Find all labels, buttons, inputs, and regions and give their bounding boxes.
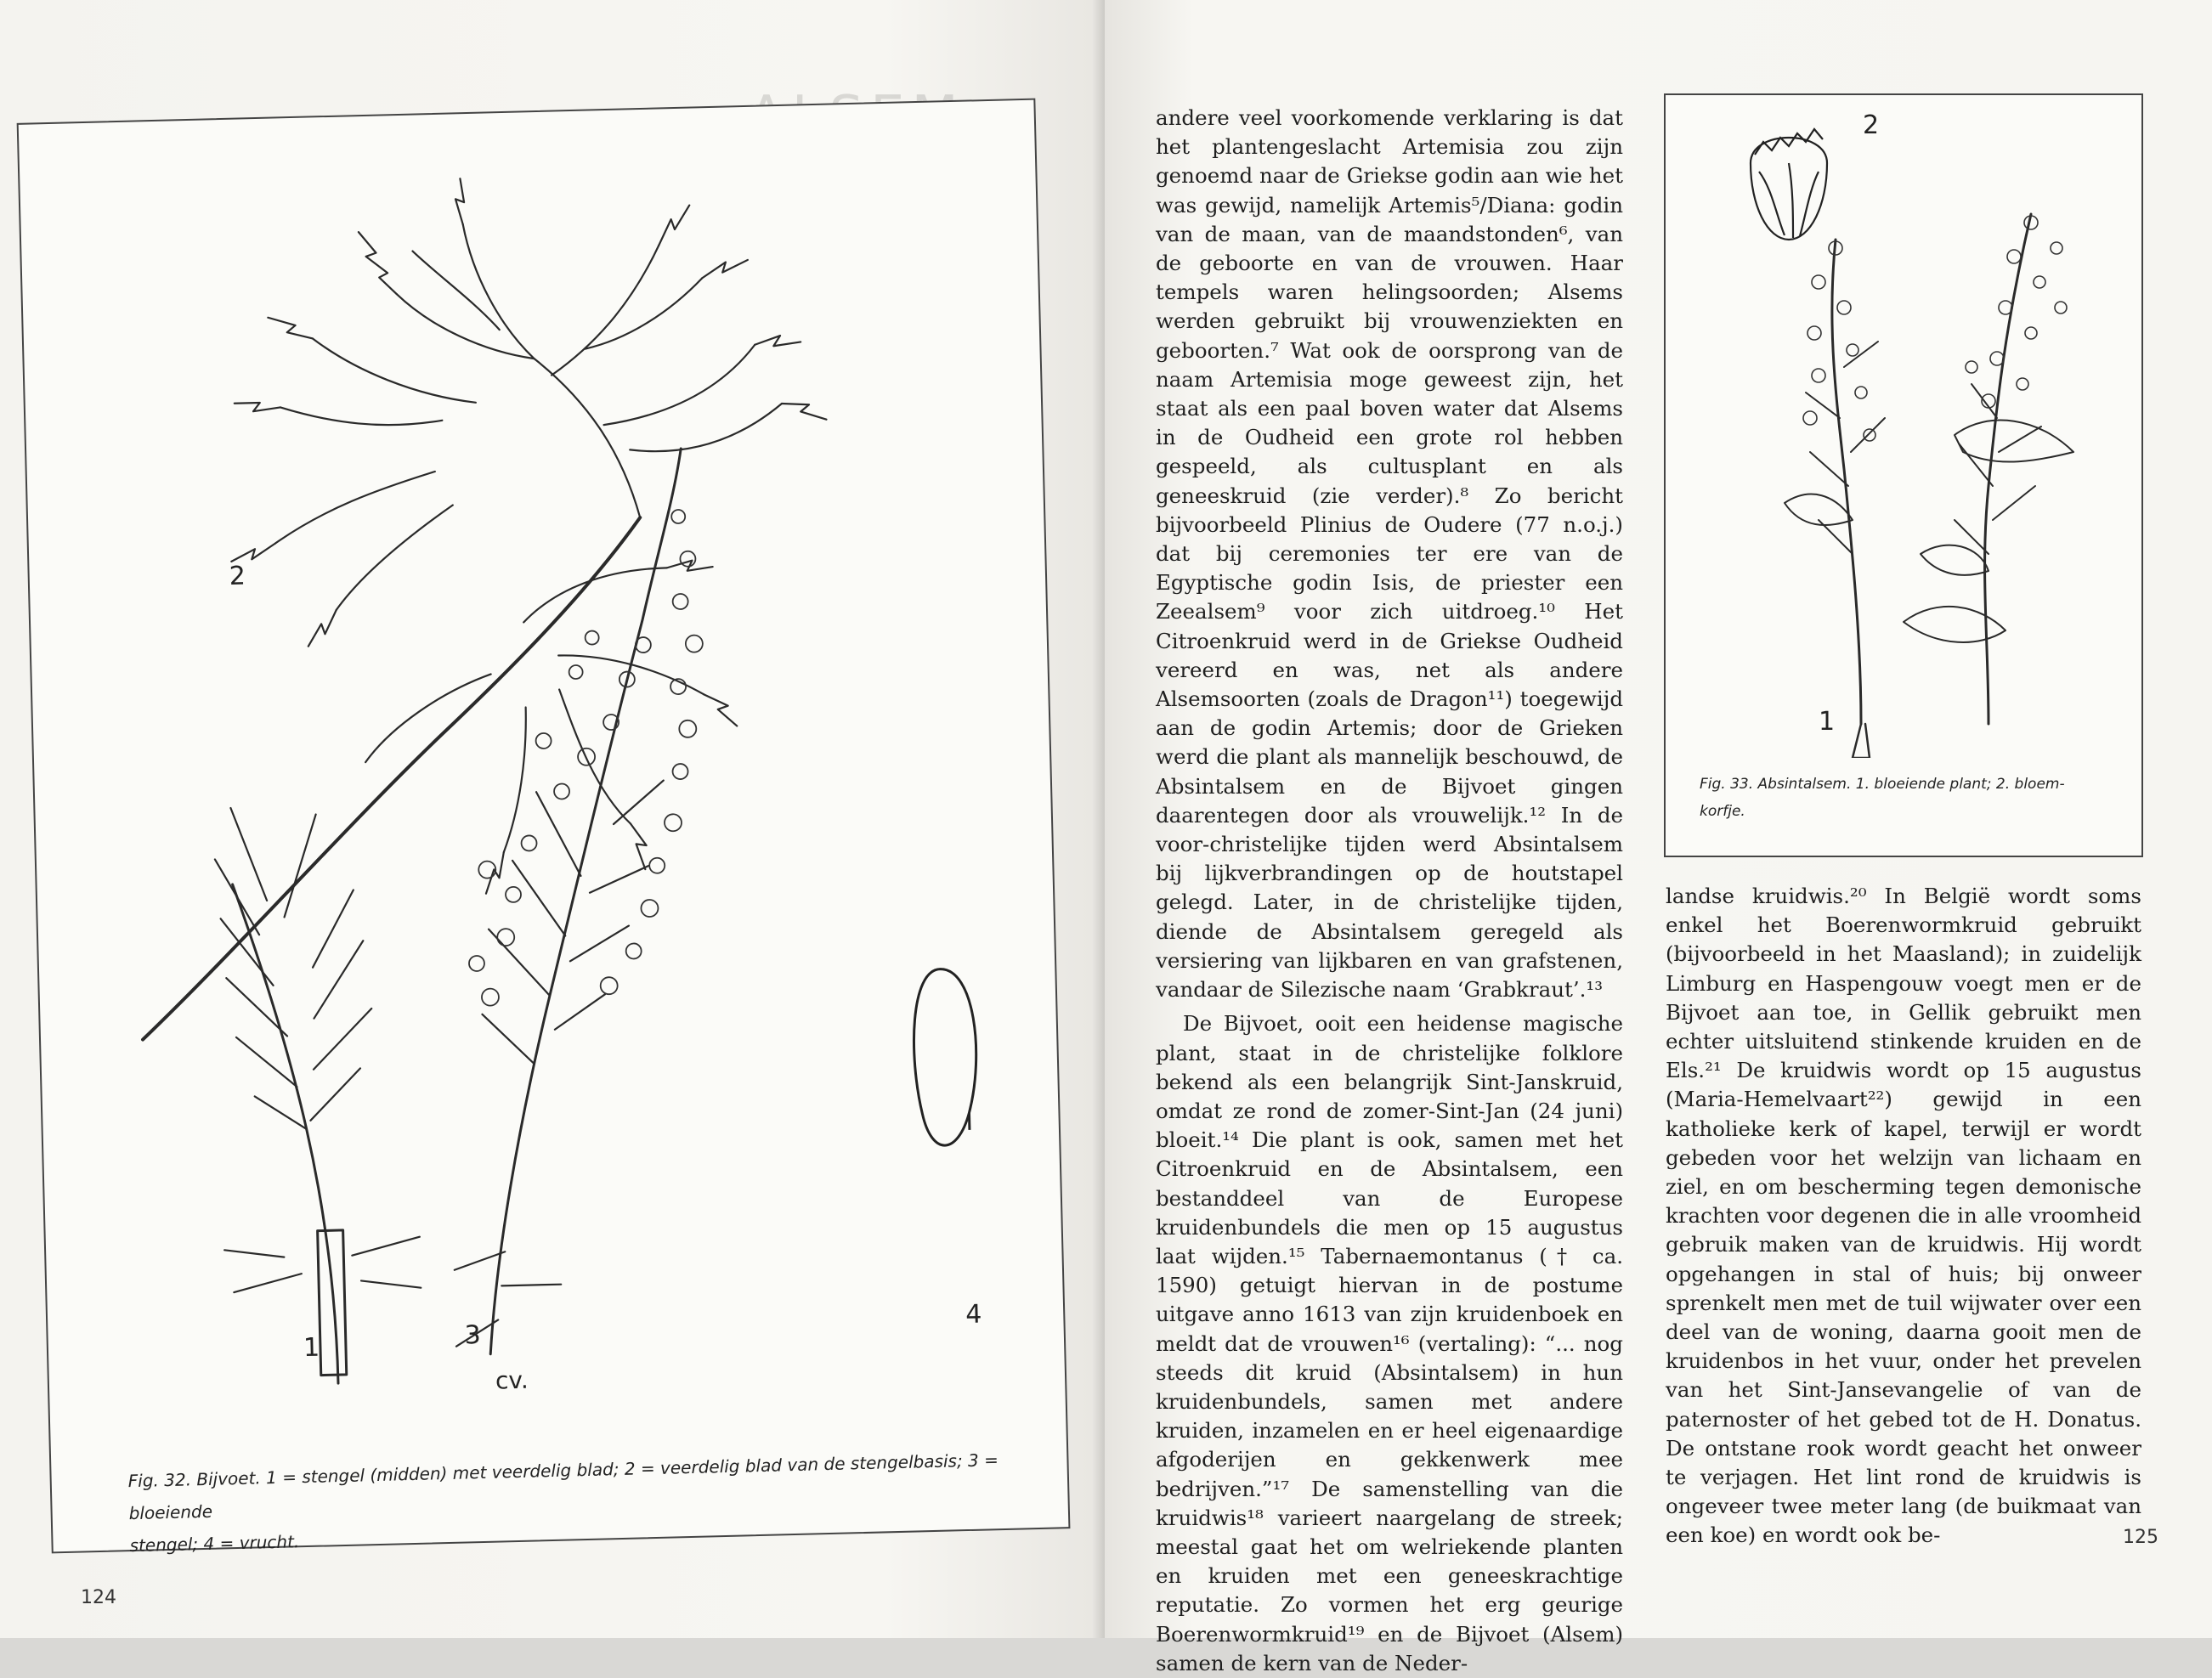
text-column-left [1156,104,1623,1678]
figure-label-2: 2 [1863,110,1880,140]
figure-label-1: 1 [303,1332,320,1364]
caption-line: korfje. [1700,803,1745,820]
page-number-right: 125 [2123,1527,2158,1548]
figure-33 [1664,93,2143,857]
caption-line: stengel; 4 = vrucht. [129,1531,300,1557]
caption-line: Fig. 33. Absintalsem. 1. bloeiende plant; 2. bloem- [1700,776,2065,793]
artist-initials: cv. [495,1365,529,1395]
figure-32-caption [127,1443,1030,1562]
mugwort-illustration [71,135,1019,1415]
wormwood-illustration [1734,112,2090,758]
figure-label-2: 2 [229,561,246,591]
paragraph: landse kruidwis.²⁰ In België wordt soms enkel het Boerenwormkruid gebruikt (bijvoorbeeld in het Maasland); in zuidelijk Limburg en Haspengouw voegt men er de Bijvoet aan toe, in Gellik gebruikt men echter uitsluitend stinkende kruiden en de Els.²¹ De kruidwis wordt op 15 augustus (Maria-Hemelvaart²²) gewijd in een katholieke kerk of kapel, terwijl er wordt gebeden voor het welzijn van lichaam en ziel, en om bescherming tegen demonische krachten voor degenen die in alle vroomheid gebruik maken van de kruidwis. Hij wordt opgehangen in stal of huis; bij onweer sprenkelt men met de tuil wijwater over een deel van de woning, daarna gooit men de kruidenbos in het vuur, onder het prevelen van het Sint-Jansevangelie of van de paternoster of het gebed tot de H. Donatus. De ontstane rook wordt geacht het onweer te verjagen. Het lint rond de kruidwis is ongeveer twee meter lang (de buikmaat van een koe) en wordt ook be- [1666,884,2141,1548]
figure-label-3: 3 [464,1319,482,1351]
figure-33-caption [1700,771,2116,825]
caption-line: Fig. 32. Bijvoet. 1 = stengel (midden) met veerdelig blad; 2 = veerdelig blad van de stengelbasis; 3 = bloeiende [127,1449,999,1524]
text-column-right [1666,882,2141,1551]
figure-32 [17,99,1071,1557]
paragraph: andere veel voorkomende verklaring is dat het plantengeslacht Artemisia zou zijn genoemd naar de Griekse godin aan wie het was gewijd, namelijk Artemis⁵/Diana: godin van de maan, van de maandstonden⁶, van de geboorte en van de vrouwen. Haar tempels waren helingsoorden; Alsems werden gebruikt bij vrouwenziekten en geboorten.⁷ Wat ook de oorsprong van de naam Artemisia moge geweest zijn, het staat als een paal boven water dat Alsems in de Oudheid een grote rol hebben gespeeld, als cultusplant en als geneeskruid (zie verder).⁸ Zo bericht bijvoorbeeld Plinius de Oudere (77 n.o.j.) dat bij ceremonies ter ere van de Egyptische godin Isis, de priester een Zeealsem⁹ voor zich uitdroeg.¹⁰ Het Citroenkruid werd in de Griekse Oudheid vereerd en was, net als andere Alsemsoorten (zoals de Dragon¹¹) toegewijd aan de godin Artemis; door de Grieken werd die plant als mannelijk beschouwd, de Absintalsem en de Bijvoet gingen daarentegen door als vrouwelijk.¹² In de voor-christelijke tijden werd Absintalsem bij lijkverbrandingen op de houtstapel gelegd. Later, in de christelijke tijden, diende de Absintalsem geregeld als versiering van lijkbaren en van grafstenen, vandaar de Silezische naam ‘Grabkraut’.¹³ [1156,105,1623,1003]
figure-label-1: 1 [1819,707,1836,737]
left-page [0,0,1105,1638]
paragraph: De Bijvoet, ooit een heidense magische plant, staat in de christelijke folklore bekend als een belangrijk Sint-Janskruid, omdat ze rond de zomer-Sint-Jan (24 juni) bloeit.¹⁴ Die plant is ook, samen met het Citroenkruid en de Absintalsem, een bestanddeel van de Europese kruidenbundels die men op 15 augustus laat wijden.¹⁵ Tabernaemontanus († ca. 1590) getuigt hiervan in de postume uitgave anno 1613 van zijn kruidenboek en meldt dat de vrouwen¹⁶ (vertaling): “... nog steeds dit kruid (Absintalsem) in hun kruidenbundels, samen met andere kruiden, inzamelen en er heel eigenaardige afgoderijen en gekkenwerk mee bedrijven.”¹⁷ De samenstelling van die kruidwis¹⁸ varieert naargelang de streek; meestal gaat het om welriekende planten en kruiden met een geneeskrachtige reputatie. Zo vormen het erg geurige Boerenwormkruid¹⁹ en de Bijvoet (Alsem) samen de kern van de Neder- [1156,1011,1623,1675]
figure-label-4: 4 [965,1299,982,1331]
page-number-left: 124 [81,1587,116,1608]
right-page [1105,0,2212,1675]
